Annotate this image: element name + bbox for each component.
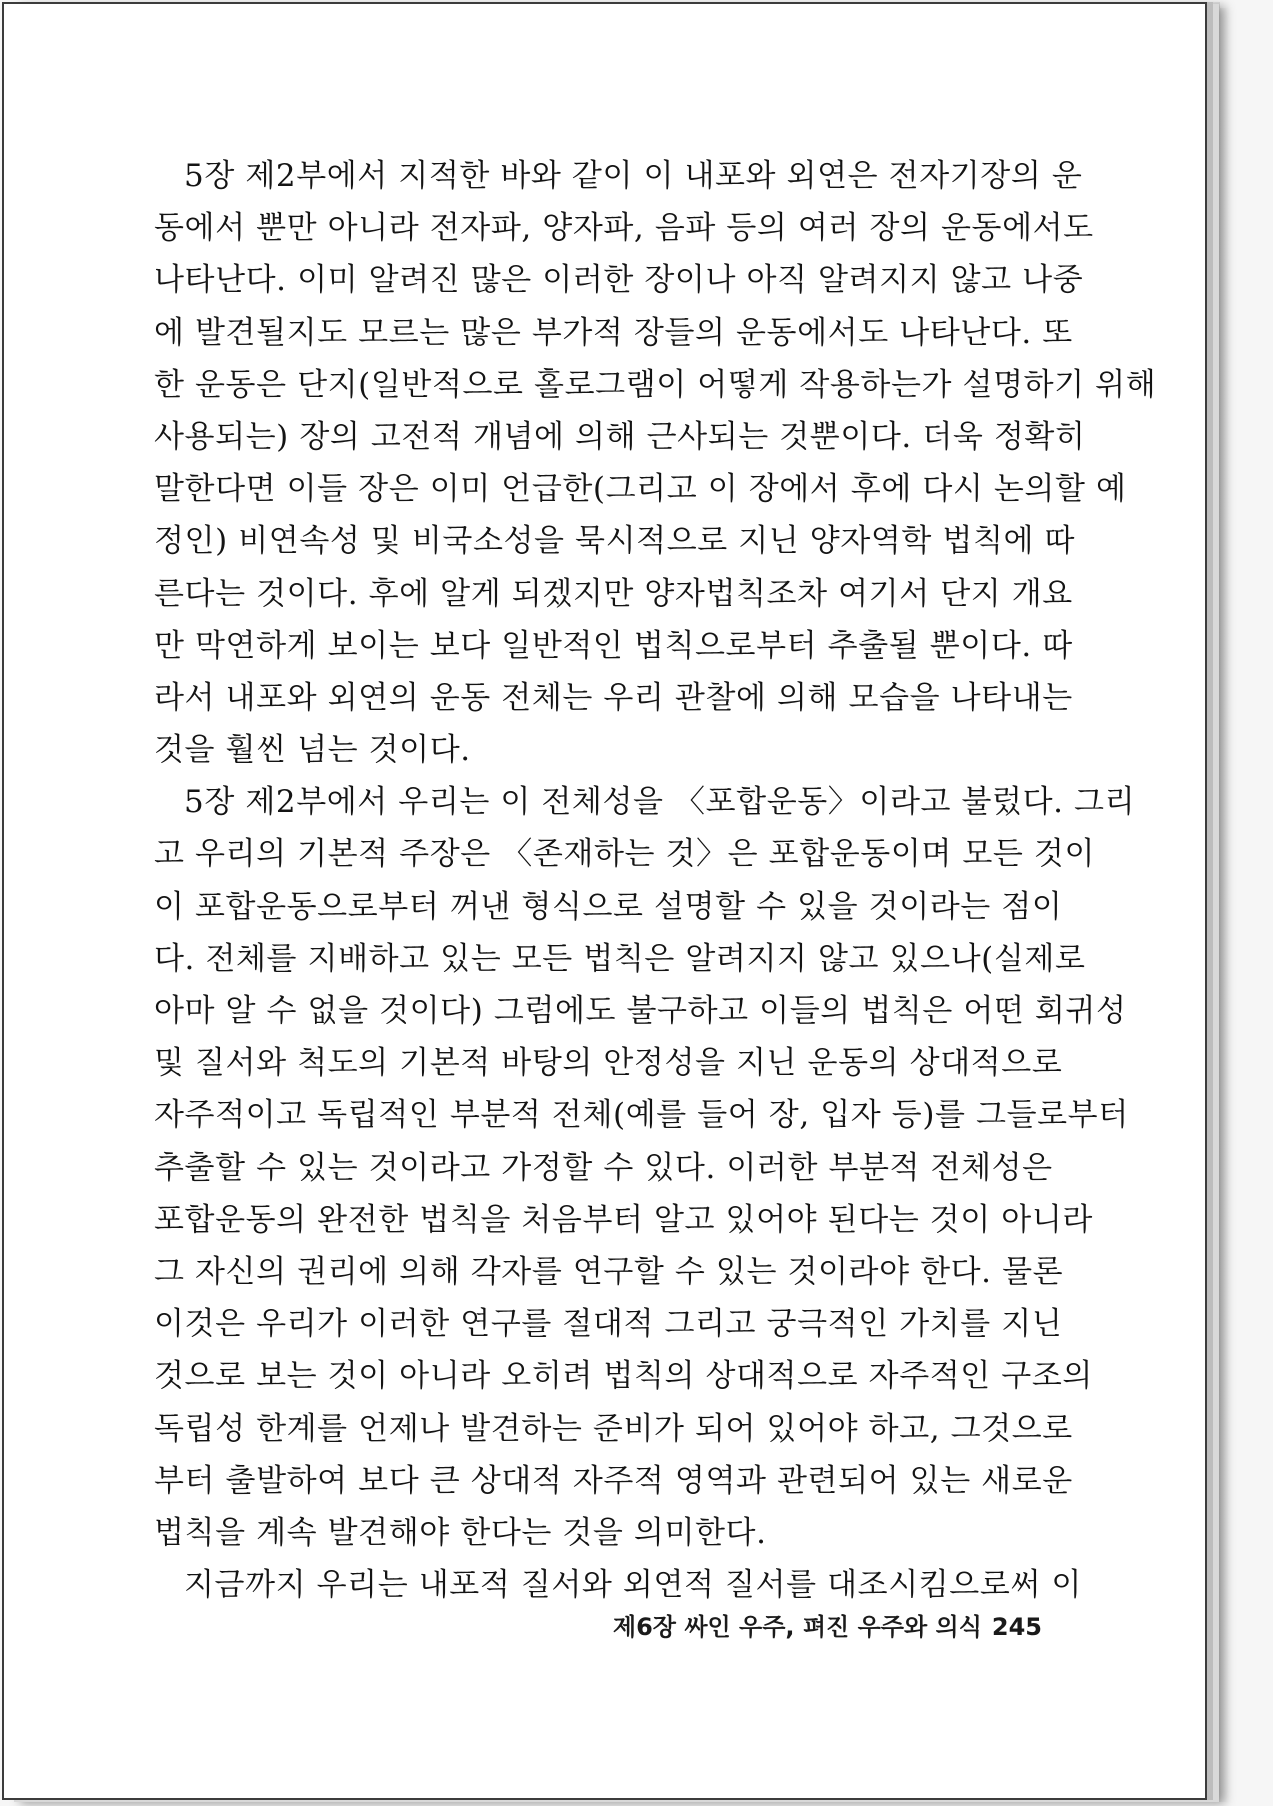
text-line: 지금까지 우리는 내포적 질서와 외연적 질서를 대조시킴으로써 이 [184,1567,1082,1604]
page-footer [154,1607,1042,1642]
text-line: 나타난다. 이미 알려진 많은 이러한 장이나 아직 알려지지 않고 나중 [154,262,1084,299]
page-number: 245 [991,1613,1042,1641]
body-text [154,150,1157,1611]
text-line: 5장 제2부에서 지적한 바와 같이 이 내포와 외연은 전자기장의 운 [184,158,1083,194]
text-line: 사용되는) 장의 고전적 개념에 의해 근사되는 것뿐이다. 더욱 정확히 [154,418,1086,455]
text-line: 것으로 보는 것이 아니라 오히려 법칙의 상대적으로 자주적인 구조의 [154,1358,1093,1395]
text-line: 것을 훨씬 넘는 것이다. [154,732,471,769]
text-line: 법칙을 계속 발견해야 한다는 것을 의미한다. [154,1514,767,1551]
text-line: 부터 출발하여 보다 큰 상대적 자주적 영역과 관련되어 있는 새로운 [154,1462,1073,1499]
text-line: 이것은 우리가 이러한 연구를 절대적 그리고 궁극적인 가치를 지닌 [154,1306,1063,1343]
page-stack-edge [1205,8,1229,1802]
text-line: 추출할 수 있는 것이라고 가정할 수 있다. 이러한 부분적 전체성은 [154,1149,1053,1186]
text-line: 그 자신의 권리에 의해 각자를 연구할 수 있는 것이라야 한다. 물론 [154,1253,1064,1290]
text-line: 정인) 비연속성 및 비국소성을 묵시적으로 지닌 양자역학 법칙에 따 [154,523,1076,560]
text-line: 만 막연하게 보이는 보다 일반적인 법칙으로부터 추출될 뿐이다. 따 [154,627,1073,664]
text-line: 에 발견될지도 모르는 많은 부가적 장들의 운동에서도 나타난다. 또 [154,314,1073,351]
text-line: 다. 전체를 지배하고 있는 모든 법칙은 알려지지 않고 있으나(실제로 [154,940,1086,977]
text-line: 이 포합운동으로부터 꺼낸 형식으로 설명할 수 있을 것이라는 점이 [154,888,1063,925]
text-line: 한 운동은 단지(일반적으로 홀로그램이 어떻게 작용하는가 설명하기 위해 [154,366,1157,403]
text-line: 포합운동의 완전한 법칙을 처음부터 알고 있어야 된다는 것이 아니라 [154,1201,1093,1238]
text-line: 독립성 한계를 언제나 발견하는 준비가 되어 있어야 하고, 그것으로 [154,1410,1073,1447]
text-line: 른다는 것이다. 후에 알게 되겠지만 양자법칙조차 여기서 단지 개요 [154,575,1073,612]
text-line: 자주적이고 독립적인 부분적 전체(예를 들어 장, 입자 등)를 그들로부터 [154,1097,1129,1134]
text-line: 동에서 뿐만 아니라 전자파, 양자파, 음파 등의 여러 장의 운동에서도 [154,210,1094,247]
text-line: 고 우리의 기본적 주장은 〈존재하는 것〉은 포합운동이며 모든 것이 [154,836,1096,873]
text-line: 라서 내포와 외연의 운동 전체는 우리 관찰에 의해 모습을 나타내는 [154,679,1073,716]
text-line: 및 질서와 척도의 기본적 바탕의 안정성을 지닌 운동의 상대적으로 [154,1045,1063,1082]
text-line: 5장 제2부에서 우리는 이 전체성을 〈포합운동〉이라고 불렀다. 그리 [184,784,1136,821]
text-line: 말한다면 이들 장은 이미 언급한(그리고 이 장에서 후에 다시 논의할 예 [154,471,1127,508]
text-line: 아마 알 수 없을 것이다) 그럼에도 불구하고 이들의 법칙은 어떤 회귀성 [154,993,1127,1029]
book-page [2,2,1207,1800]
running-head: 제6장 싸인 우주, 펴진 우주와 의식 [612,1613,982,1641]
